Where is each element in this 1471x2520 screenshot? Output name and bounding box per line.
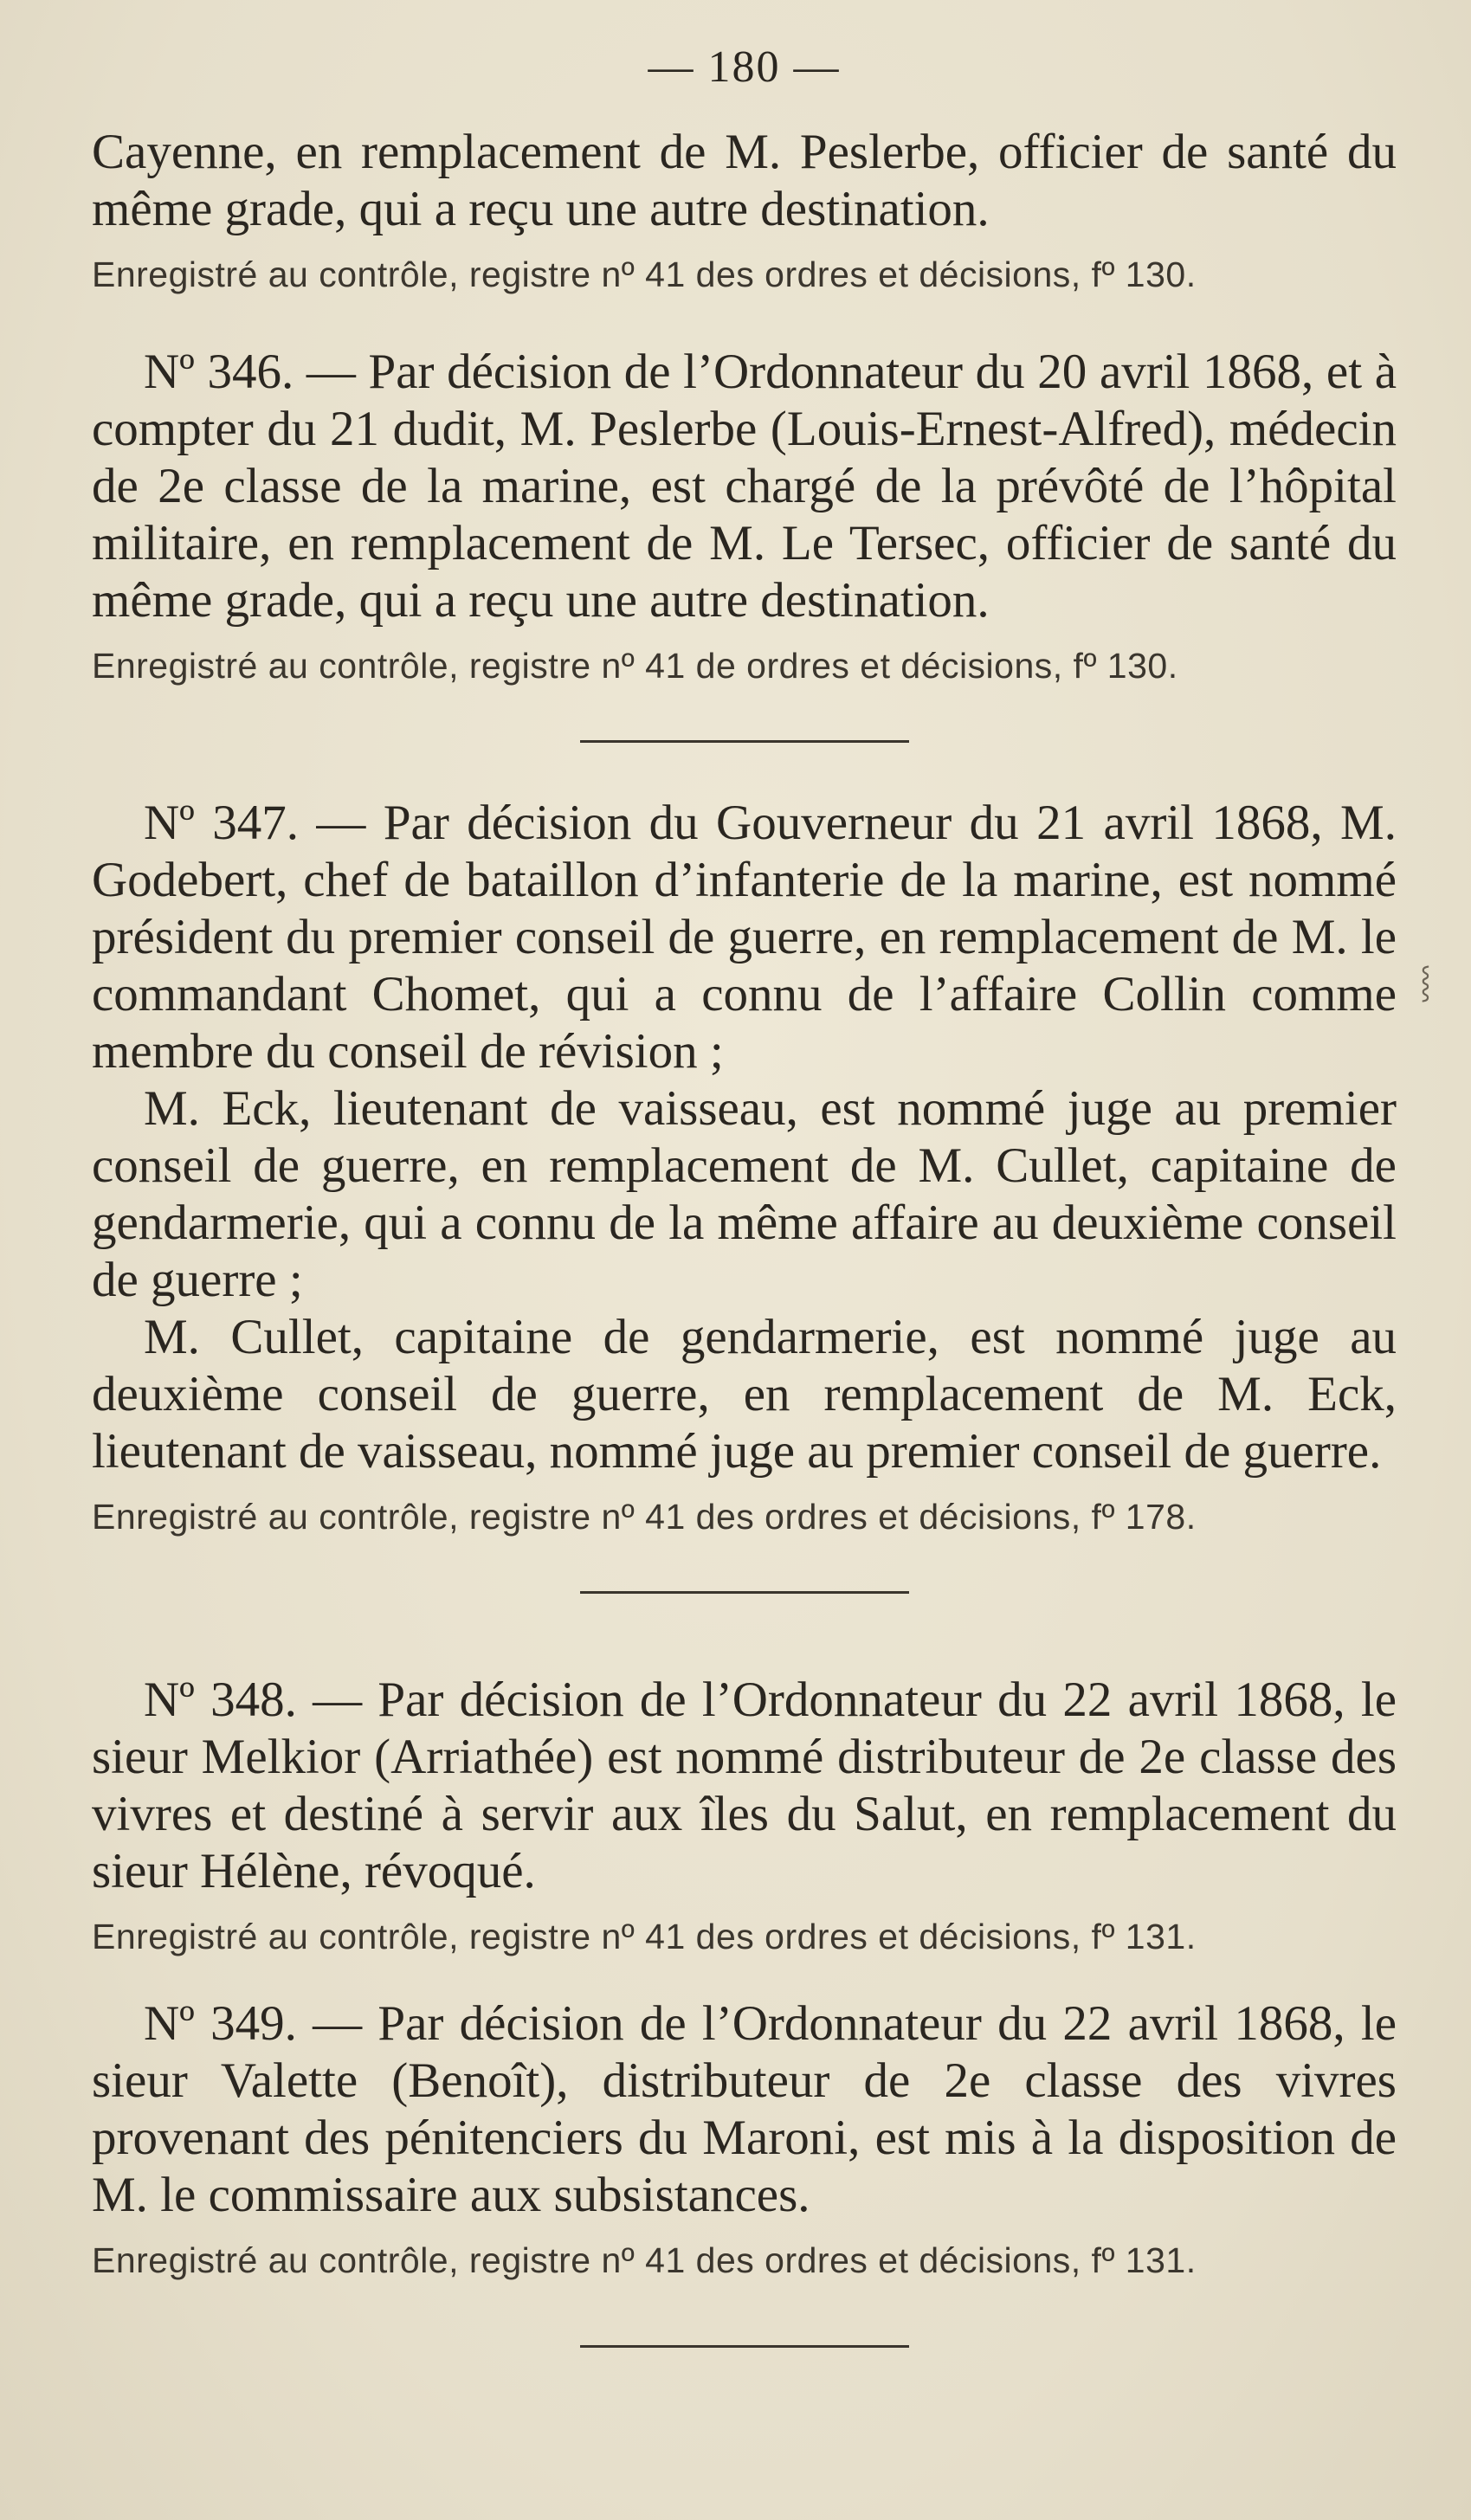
- entry-paragraph: Nº 348. — Par décision de l’Ordonnateur du 22 avril 1868, le sieur Melkior (Arriathée) est nommé distributeur de 2e classe des vivres et destiné à servir aux îles du Salut, en remplacement du sieur Hélène, révoqué.: [92, 1672, 1397, 1898]
- section-divider: [92, 2345, 1397, 2348]
- entry-paragraph: M. Cullet, capitaine de gendarmerie, est nommé juge au deuxième conseil de guerre, en remplacement de M. Eck, lieutenant de vaisseau, nommé juge au premier conseil de guerre.: [92, 1310, 1397, 1479]
- register-note: Enregistré au contrôle, registre nº 41 des ordres et décisions, fº 178.: [92, 1497, 1197, 1537]
- entry-paragraph: Cayenne, en remplacement de M. Peslerbe, officier de santé du même grade, qui a reçu une autre destination.: [92, 125, 1397, 236]
- register-note: Enregistré au contrôle, registre nº 41 des ordres et décisions, fº 131.: [92, 1917, 1197, 1956]
- entry-paragraph: Nº 347. — Par décision du Gouverneur du 21 avril 1868, M. Godebert, chef de bataillon d’infanterie de la marine, est nommé président du premier conseil de guerre, en remplacement de M. le commandant Chomet, qui a connu de l’affaire Collin comme membre du conseil de révision ;: [92, 796, 1397, 1079]
- entry-346: [92, 344, 1397, 690]
- margin-mark-icon: ⸾: [1420, 964, 1431, 1000]
- register-note: Enregistré au contrôle, registre nº 41 de ordres et décisions, fº 130.: [92, 646, 1178, 686]
- entry-349: [92, 1995, 1397, 2285]
- register-note: Enregistré au contrôle, registre nº 41 des ordres et décisions, fº 131.: [92, 2240, 1197, 2280]
- entry-paragraph: Nº 346. — Par décision de l’Ordonnateur du 20 avril 1868, et à compter du 21 dudit, M. Peslerbe (Louis-Ernest-Alfred), médecin de 2e classe de la marine, est chargé de la prévôté de l’hôpital militaire, en remplacement de M. Le Tersec, officier de santé du même grade, qui a reçu une autre destination.: [92, 345, 1397, 628]
- page-number: — 180 —: [648, 42, 841, 92]
- register-note: Enregistré au contrôle, registre nº 41 des ordres et décisions, fº 130.: [92, 255, 1197, 294]
- entry-paragraph: Nº 349. — Par décision de l’Ordonnateur du 22 avril 1868, le sieur Valette (Benoît), distributeur de 2e classe des vivres provenant des pénitenciers du Maroni, est mis à la disposition de M. le commissaire aux subsistances.: [92, 1996, 1397, 2222]
- entry-347: [92, 795, 1397, 1541]
- entry-continuation: [92, 124, 1397, 299]
- entry-348: [92, 1672, 1397, 1961]
- entry-paragraph: M. Eck, lieutenant de vaisseau, est nommé juge au premier conseil de guerre, en remplacement de M. Cullet, capitaine de gendarmerie, qui a connu de la même affaire au deuxième conseil de guerre ;: [92, 1081, 1397, 1307]
